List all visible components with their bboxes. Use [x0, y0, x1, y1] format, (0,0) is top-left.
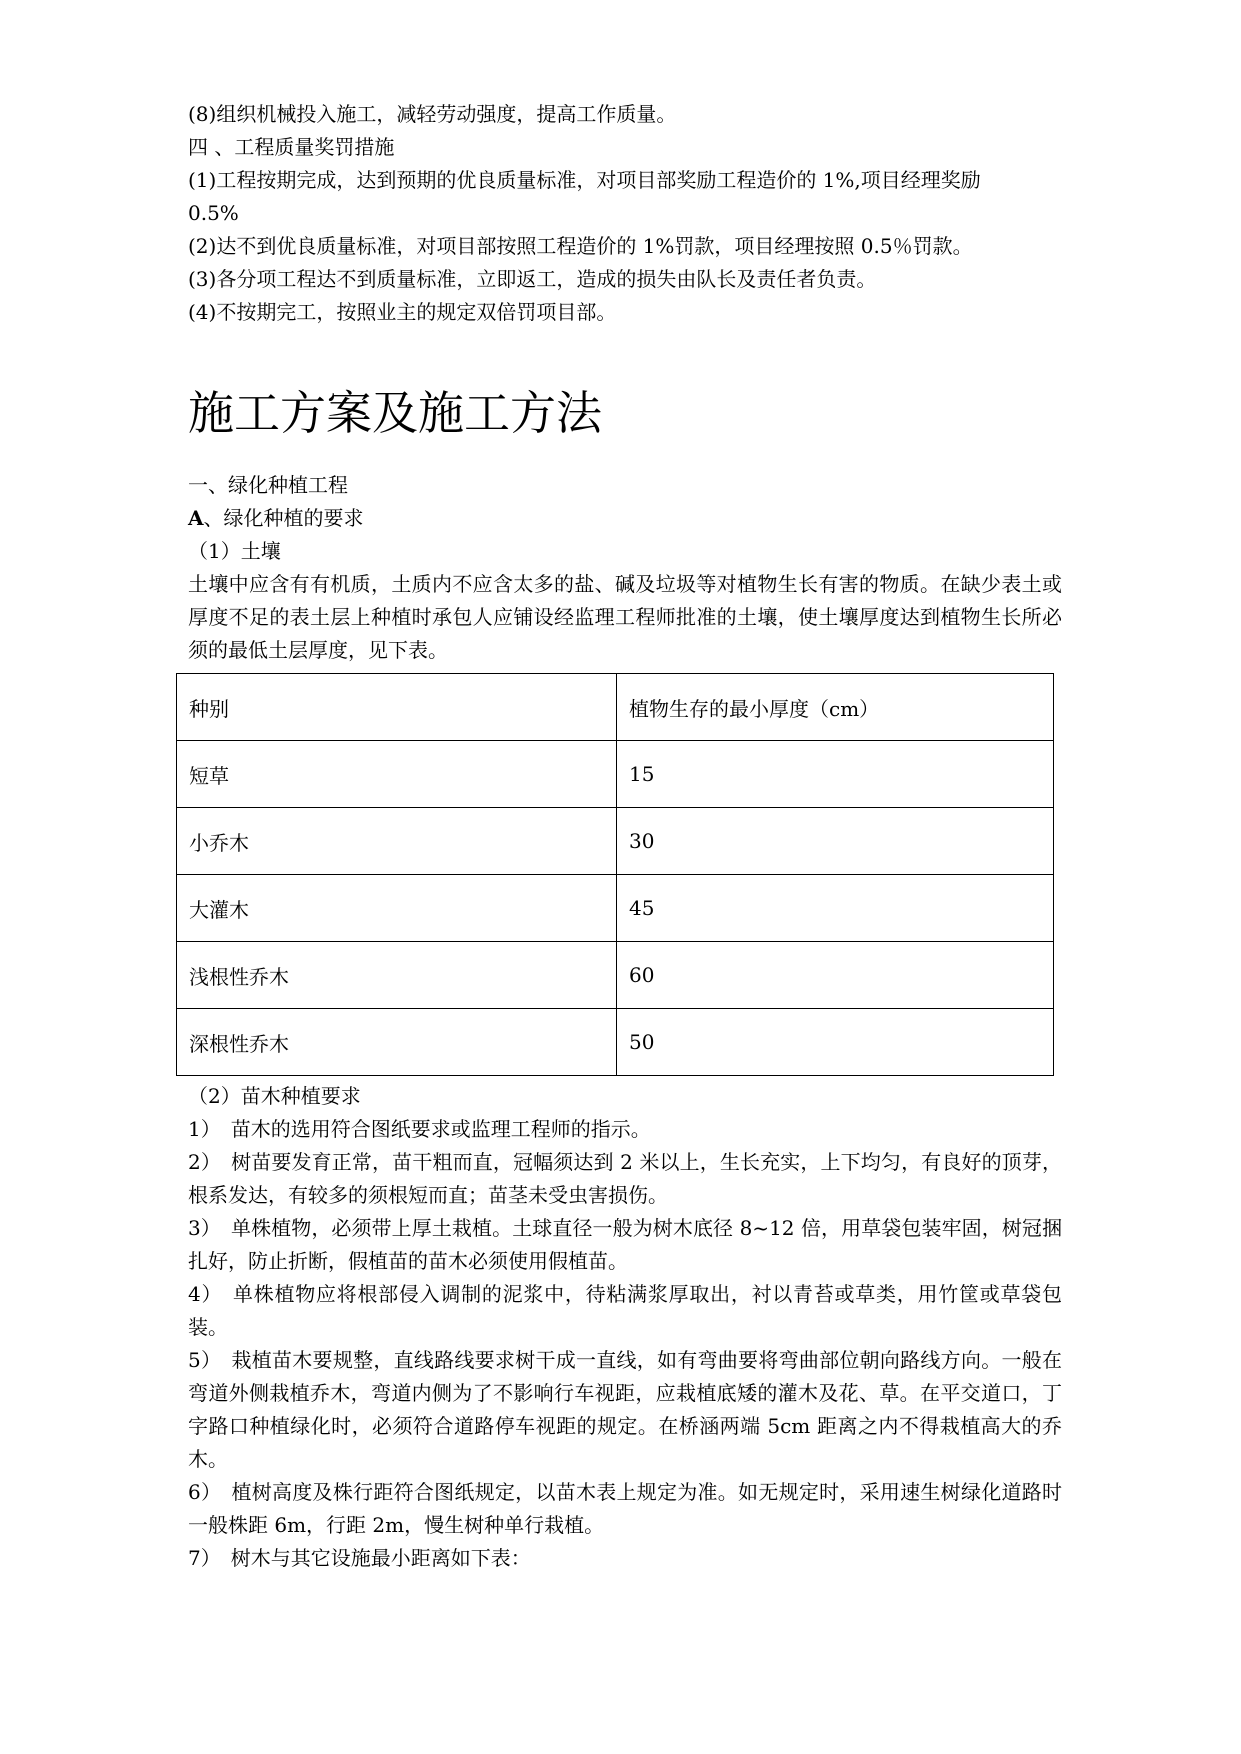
document-page — [188, 98, 1062, 1575]
subsection-title — [188, 502, 1062, 535]
section-heading-quality: 四 、工程质量奖罚措施 — [188, 135, 395, 159]
quality-measures-section — [188, 98, 1062, 329]
table-row — [177, 1009, 1054, 1076]
list-item: 7） 树木与其它设施最小距离如下表： — [188, 1546, 531, 1570]
text-line: (4)不按期完工，按照业主的规定双倍罚项目部。 — [188, 300, 617, 324]
list-item: 3） 单株植物，必须带上厚土栽植。土球直径一般为树木底径 8~12 倍，用草袋包装牢固，树冠捆扎好，防止折断，假植苗的苗木必须使用假植苗。 — [188, 1216, 1062, 1273]
soil-thickness-table — [176, 673, 1054, 1076]
table-cell-thickness: 15 — [617, 741, 1054, 808]
main-heading: 施工方案及施工方法 — [188, 386, 602, 440]
list-item: 2） 树苗要发育正常，苗干粗而直，冠幅须达到 2 米以上，生长充实，上下均匀，有良好的顶芽，根系发达，有较多的须根短而直；苗茎未受虫害损伤。 — [188, 1150, 1062, 1207]
text-line: (8)组织机械投入施工，减轻劳动强度，提高工作质量。 — [188, 102, 677, 126]
table-cell-type: 短草 — [177, 741, 617, 808]
text-line: 0.5% — [188, 201, 239, 225]
table-cell-type: 小乔木 — [177, 808, 617, 875]
table-cell-type: 深根性乔木 — [177, 1009, 617, 1076]
table-cell-thickness: 45 — [617, 875, 1054, 942]
list-item: 4） 单株植物应将根部侵入调制的泥浆中，待粘满浆厚取出，衬以青苔或草类，用竹筐或草袋包装。 — [188, 1282, 1062, 1339]
soil-paragraph: 土壤中应含有有机质，土质内不应含太多的盐、碱及垃圾等对植物生长有害的物质。在缺少表土或厚度不足的表土层上种植时承包人应铺设经监理工程师批准的土壤，使土壤厚度达到植物生长所必须的最低土层厚度，见下表。 — [188, 572, 1062, 662]
text-line: (3)各分项工程达不到质量标准，立即返工，造成的损失由队长及责任者负责。 — [188, 267, 877, 291]
table-cell-thickness: 60 — [617, 942, 1054, 1009]
table-header-cell: 种别 — [177, 674, 617, 741]
list-item: 5） 栽植苗木要规整，直线路线要求树干成一直线，如有弯曲要将弯曲部位朝向路线方向。一般在弯道外侧栽植乔木，弯道内侧为了不影响行车视距，应栽植底矮的灌木及花、草。在平交道口，丁字路口种植绿化时，必须符合道路停车视距的规定。在桥涵两端 5cm 距离之内不得栽植高大的乔木。 — [188, 1348, 1062, 1471]
soil-label: （1）土壤 — [188, 539, 281, 563]
list-item: 1） 苗木的选用符合图纸要求或监理工程师的指示。 — [188, 1117, 651, 1141]
table-cell-thickness: 50 — [617, 1009, 1054, 1076]
text-line: (2)达不到优良质量标准，对项目部按照工程造价的 1%罚款，项目经理按照 0.5％罚款。 — [188, 234, 973, 258]
table-row — [177, 942, 1054, 1009]
table-header-cell: 植物生存的最小厚度（cm） — [617, 674, 1054, 741]
table-cell-type: 浅根性乔木 — [177, 942, 617, 1009]
table-cell-thickness: 30 — [617, 808, 1054, 875]
table-row — [177, 875, 1054, 942]
planting-section — [188, 469, 1062, 667]
table-cell-type: 大灌木 — [177, 875, 617, 942]
seedling-label: （2）苗木种植要求 — [188, 1084, 361, 1108]
list-item: 6） 植树高度及株行距符合图纸规定，以苗木表上规定为准。如无规定时，采用速生树绿化道路时一般株距 6m，行距 2m，慢生树种单行栽植。 — [188, 1480, 1062, 1537]
subsection-text: 、绿化种植的要求 — [203, 506, 364, 530]
table-row — [177, 741, 1054, 808]
text-line: (1)工程按期完成，达到预期的优良质量标准，对项目部奖励工程造价的 1%,项目经理奖励 — [188, 168, 981, 192]
subsection-letter: A — [188, 506, 204, 530]
table-header-row — [177, 674, 1054, 741]
table-row — [177, 808, 1054, 875]
section-title: 一、绿化种植工程 — [188, 473, 348, 497]
seedling-section — [188, 1080, 1062, 1575]
